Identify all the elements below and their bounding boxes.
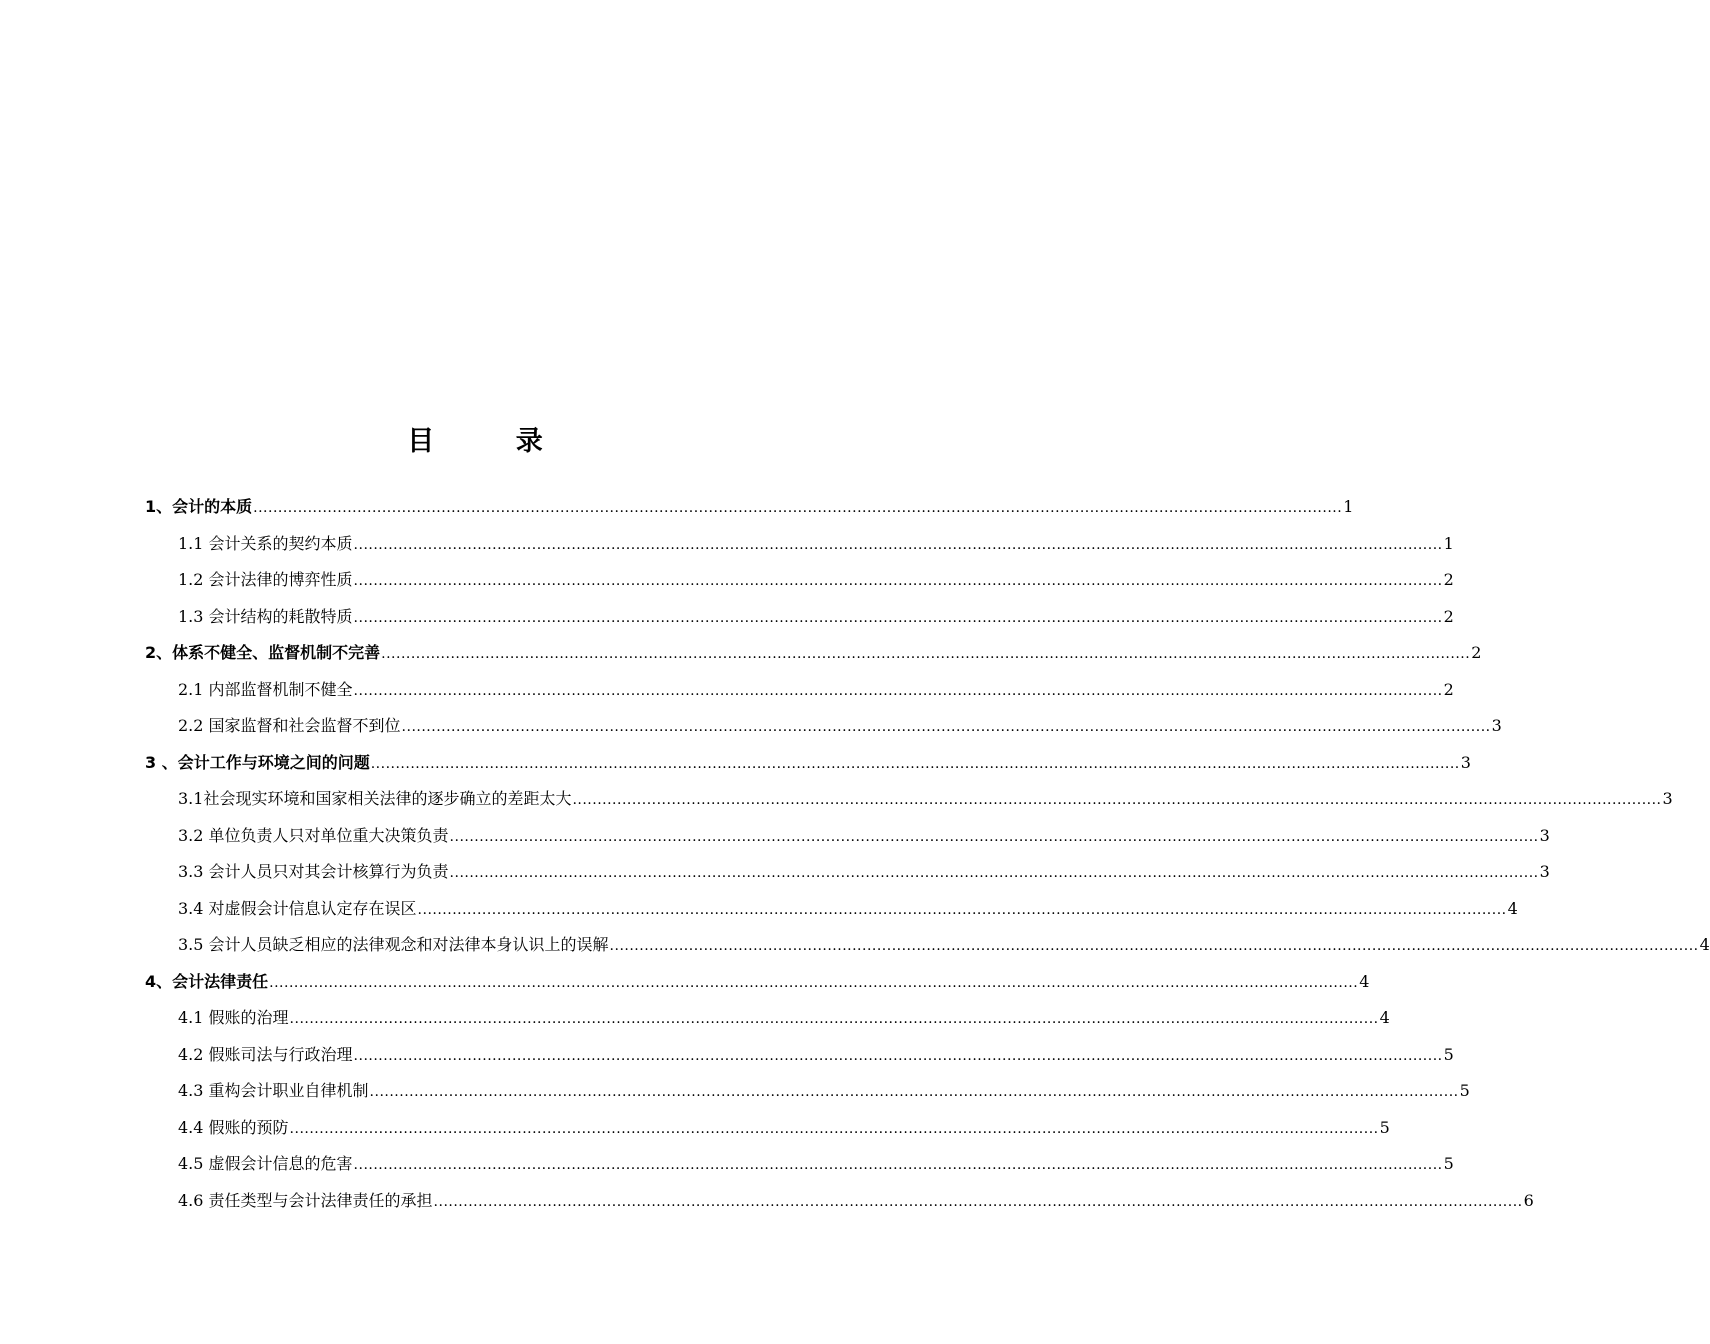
dot-leader: ............................................................................................................................................................................................................................	[253, 500, 1343, 516]
dot-leader: ............................................................................................................................................................................................................................	[353, 536, 1443, 553]
toc-entry-page-number: 5	[1443, 1044, 1454, 1064]
toc-entry-title: 4.6 责任类型与会计法律责任的承担	[178, 1190, 433, 1210]
dot-leader: ............................................................................................................................................................................................................................	[381, 646, 1471, 662]
dot-leader: ............................................................................................................................................................................................................................	[369, 1084, 1459, 1100]
dot-leader: ............................................................................................................................................................................................................................	[449, 865, 1539, 881]
dot-leader: ............................................................................................................................................................................................................................	[449, 828, 1539, 845]
toc-list	[145, 489, 1710, 1219]
toc-entry-page-number: 3	[1491, 716, 1502, 735]
toc-entry[interactable]	[145, 818, 1550, 855]
dot-leader: ............................................................................................................................................................................................................................	[401, 719, 1491, 735]
toc-entry[interactable]	[145, 1183, 1534, 1220]
toc-entry-page-number: 2	[1443, 679, 1454, 699]
toc-entry-title: 2.1 内部监督机制不健全	[178, 679, 353, 699]
dot-leader: ............................................................................................................................................................................................................................	[417, 901, 1507, 918]
toc-entry[interactable]	[145, 599, 1454, 636]
toc-entry-title: 1.3 会计结构的耗散特质	[178, 606, 353, 626]
toc-entry-page-number: 4	[1359, 971, 1370, 991]
dot-leader: ............................................................................................................................................................................................................................	[609, 938, 1699, 954]
toc-entry-page-number: 1	[1443, 533, 1454, 553]
toc-entry-page-number: 2	[1443, 570, 1454, 589]
toc-entry-page-number: 3	[1539, 862, 1550, 881]
toc-entry-title: 4.5 虚假会计信息的危害	[178, 1154, 353, 1173]
toc-entry-title: 1.1 会计关系的契约本质	[178, 533, 353, 553]
toc-entry[interactable]	[145, 1110, 1390, 1147]
toc-entry-title: 3.5 会计人员缺乏相应的法律观念和对法律本身认识上的误解	[178, 935, 609, 954]
toc-entry-page-number: 4	[1699, 935, 1710, 954]
toc-entry[interactable]	[145, 489, 1354, 526]
toc-entry[interactable]	[145, 781, 1673, 818]
dot-leader: ............................................................................................................................................................................................................................	[353, 1157, 1443, 1173]
toc-entry-title: 4、会计法律责任	[145, 971, 269, 991]
dot-leader: ............................................................................................................................................................................................................................	[353, 1047, 1443, 1064]
dot-leader: ............................................................................................................................................................................................................................	[289, 1011, 1379, 1027]
dot-leader: ............................................................................................................................................................................................................................	[370, 755, 1460, 772]
toc-entry-title: 4.2 假账司法与行政治理	[178, 1044, 353, 1064]
toc-entry-title: 3.4 对虚假会计信息认定存在误区	[178, 898, 417, 918]
toc-entry-page-number: 3	[1539, 825, 1550, 845]
toc-entry[interactable]	[145, 854, 1550, 891]
toc-entry-title: 3.2 单位负责人只对单位重大决策负责	[178, 825, 449, 845]
toc-entry-page-number: 4	[1507, 898, 1518, 918]
dot-leader: ............................................................................................................................................................................................................................	[353, 682, 1443, 699]
toc-title: 目 录	[407, 426, 579, 457]
toc-entry[interactable]	[145, 891, 1518, 928]
toc-entry-title: 3 、会计工作与环境之间的问题	[145, 752, 370, 772]
dot-leader: ............................................................................................................................................................................................................................	[572, 792, 1662, 808]
toc-entry-page-number: 5	[1443, 1154, 1454, 1173]
toc-entry-title: 4.4 假账的预防	[178, 1117, 289, 1137]
toc-entry[interactable]	[145, 562, 1454, 599]
toc-entry-title: 3.3 会计人员只对其会计核算行为负责	[178, 862, 449, 881]
toc-entry-title: 1.2 会计法律的博弈性质	[178, 570, 353, 589]
toc-entry[interactable]	[145, 1146, 1454, 1183]
toc-entry[interactable]	[145, 1000, 1390, 1037]
toc-entry-title: 2、体系不健全、监督机制不完善	[145, 643, 381, 662]
toc-entry-page-number: 3	[1460, 752, 1471, 772]
toc-entry[interactable]	[145, 745, 1471, 782]
toc-entry-title: 1、会计的本质	[145, 497, 253, 516]
toc-entry[interactable]	[145, 526, 1454, 563]
toc-entry[interactable]	[145, 1037, 1454, 1074]
toc-entry-title: 3.1社会现实环境和国家相关法律的逐步确立的差距太大	[178, 789, 572, 808]
toc-entry-title: 2.2 国家监督和社会监督不到位	[178, 716, 401, 735]
toc-entry[interactable]	[145, 672, 1454, 709]
dot-leader: ............................................................................................................................................................................................................................	[353, 609, 1443, 626]
toc-entry-page-number: 2	[1471, 643, 1482, 662]
toc-entry-title: 4.1 假账的治理	[178, 1008, 289, 1027]
dot-leader: ............................................................................................................................................................................................................................	[289, 1120, 1379, 1137]
toc-entry-title: 4.3 重构会计职业自律机制	[178, 1081, 369, 1100]
toc-entry-page-number: 5	[1459, 1081, 1470, 1100]
toc-entry[interactable]	[145, 708, 1502, 745]
toc-entry[interactable]	[145, 964, 1370, 1001]
toc-entry-page-number: 6	[1523, 1190, 1534, 1210]
toc-entry[interactable]	[145, 635, 1482, 672]
toc-entry-page-number: 4	[1379, 1008, 1390, 1027]
toc-entry-page-number: 2	[1443, 606, 1454, 626]
toc-entry-page-number: 1	[1343, 497, 1354, 516]
dot-leader: ............................................................................................................................................................................................................................	[269, 974, 1359, 991]
toc-entry-page-number: 5	[1379, 1117, 1390, 1137]
toc-entry-page-number: 3	[1662, 789, 1673, 808]
toc-entry[interactable]	[145, 927, 1710, 964]
toc-entry[interactable]	[145, 1073, 1470, 1110]
dot-leader: ............................................................................................................................................................................................................................	[433, 1193, 1523, 1210]
dot-leader: ............................................................................................................................................................................................................................	[353, 573, 1443, 589]
